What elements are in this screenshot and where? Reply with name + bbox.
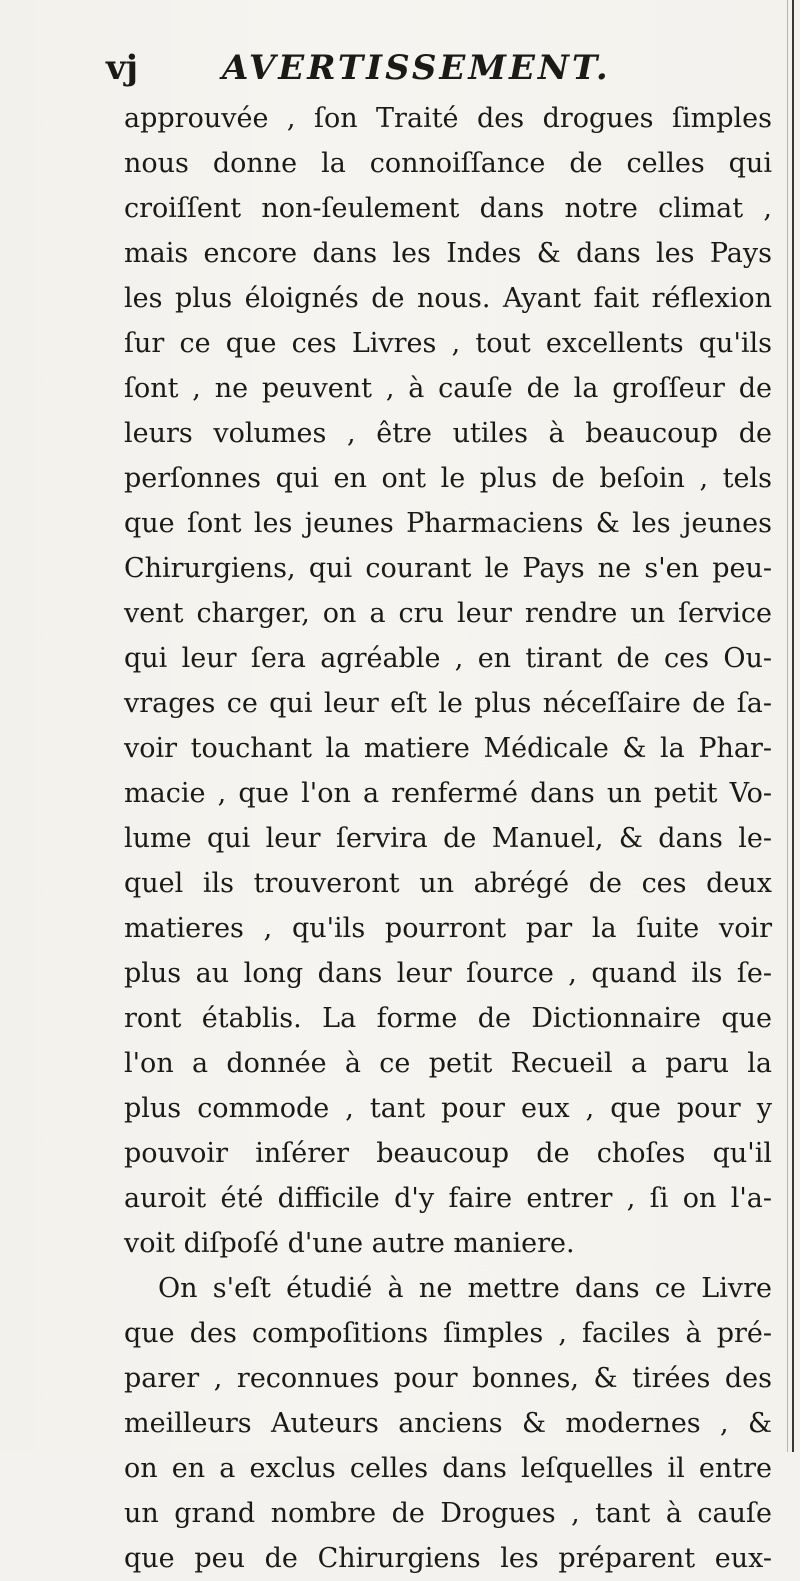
text-line: matieres , qu'ils pourront par la ſuite voir — [124, 913, 772, 944]
text-line: que peu de Chirurgiens les préparent eux- — [124, 1543, 772, 1574]
text-line: macie , que l'on a renfermé dans un petit Vo- — [124, 778, 772, 809]
text-line: on en a exclus celles dans leſquelles il entre — [124, 1453, 772, 1484]
text-line: plus au long dans leur ſource , quand ils ſe- — [124, 958, 772, 989]
page-header — [106, 48, 766, 96]
text-line: auroit été difficile d'y faire entrer , ſi on l'a- — [124, 1183, 772, 1214]
text-line: plus commode , tant pour eux , que pour y — [124, 1093, 772, 1124]
text-line: nous donne la connoiſſance de celles qui — [124, 148, 772, 179]
text-line: croiſſent non-ſeulement dans notre climat , — [124, 193, 772, 224]
text-line: perſonnes qui en ont le plus de beſoin , tels — [124, 463, 772, 494]
text-line: vrages ce qui leur eſt le plus néceſſaire de ſa- — [124, 688, 772, 719]
text-line: On s'eſt étudié à ne mettre dans ce Livre — [158, 1273, 772, 1304]
body-text — [124, 96, 772, 1581]
text-line: pouvoir inſérer beaucoup de choſes qu'il — [124, 1138, 772, 1169]
text-line: Chirurgiens, qui courant le Pays ne s'en peu- — [124, 553, 772, 584]
text-line: que ſont les jeunes Pharmaciens & les jeunes — [124, 508, 772, 539]
text-line: leurs volumes , être utiles à beaucoup de — [124, 418, 772, 449]
running-title: AVERTISSEMENT. — [222, 48, 611, 88]
page-number: vj — [106, 48, 139, 88]
text-line: les plus éloignés de nous. Ayant fait réflexion — [124, 283, 772, 314]
text-line: vent charger, on a cru leur rendre un ſervice — [124, 598, 772, 629]
text-line: un grand nombre de Drogues , tant à cauſe — [124, 1498, 772, 1529]
page-edge-shadow — [787, 0, 788, 1452]
text-line: qui leur ſera agréable , en tirant de ces Ou- — [124, 643, 772, 674]
text-line: lume qui leur ſervira de Manuel, & dans le- — [124, 823, 772, 854]
text-line: approuvée , ſon Traité des drogues ſimples — [124, 103, 772, 134]
page-edge — [792, 0, 794, 1452]
text-line: voit diſpoſé d'une autre maniere. — [124, 1228, 575, 1259]
text-line: que des compoſitions ſimples , faciles à pré- — [124, 1318, 772, 1349]
text-line: l'on a donnée à ce petit Recueil a paru la — [124, 1048, 772, 1079]
text-line: ſur ce que ces Livres , tout excellents qu'ils — [124, 328, 772, 359]
text-line: voir touchant la matiere Médicale & la Phar- — [124, 733, 772, 764]
text-line: quel ils trouveront un abrégé de ces deux — [124, 868, 772, 899]
text-line: ront établis. La forme de Dictionnaire que — [124, 1003, 772, 1034]
text-line: meilleurs Auteurs anciens & modernes , & — [124, 1408, 772, 1439]
text-line: ſont , ne peuvent , à cauſe de la groſſeur de — [124, 373, 772, 404]
text-line: mais encore dans les Indes & dans les Pays — [124, 238, 772, 269]
text-line: parer , reconnues pour bonnes, & tirées des — [124, 1363, 772, 1394]
